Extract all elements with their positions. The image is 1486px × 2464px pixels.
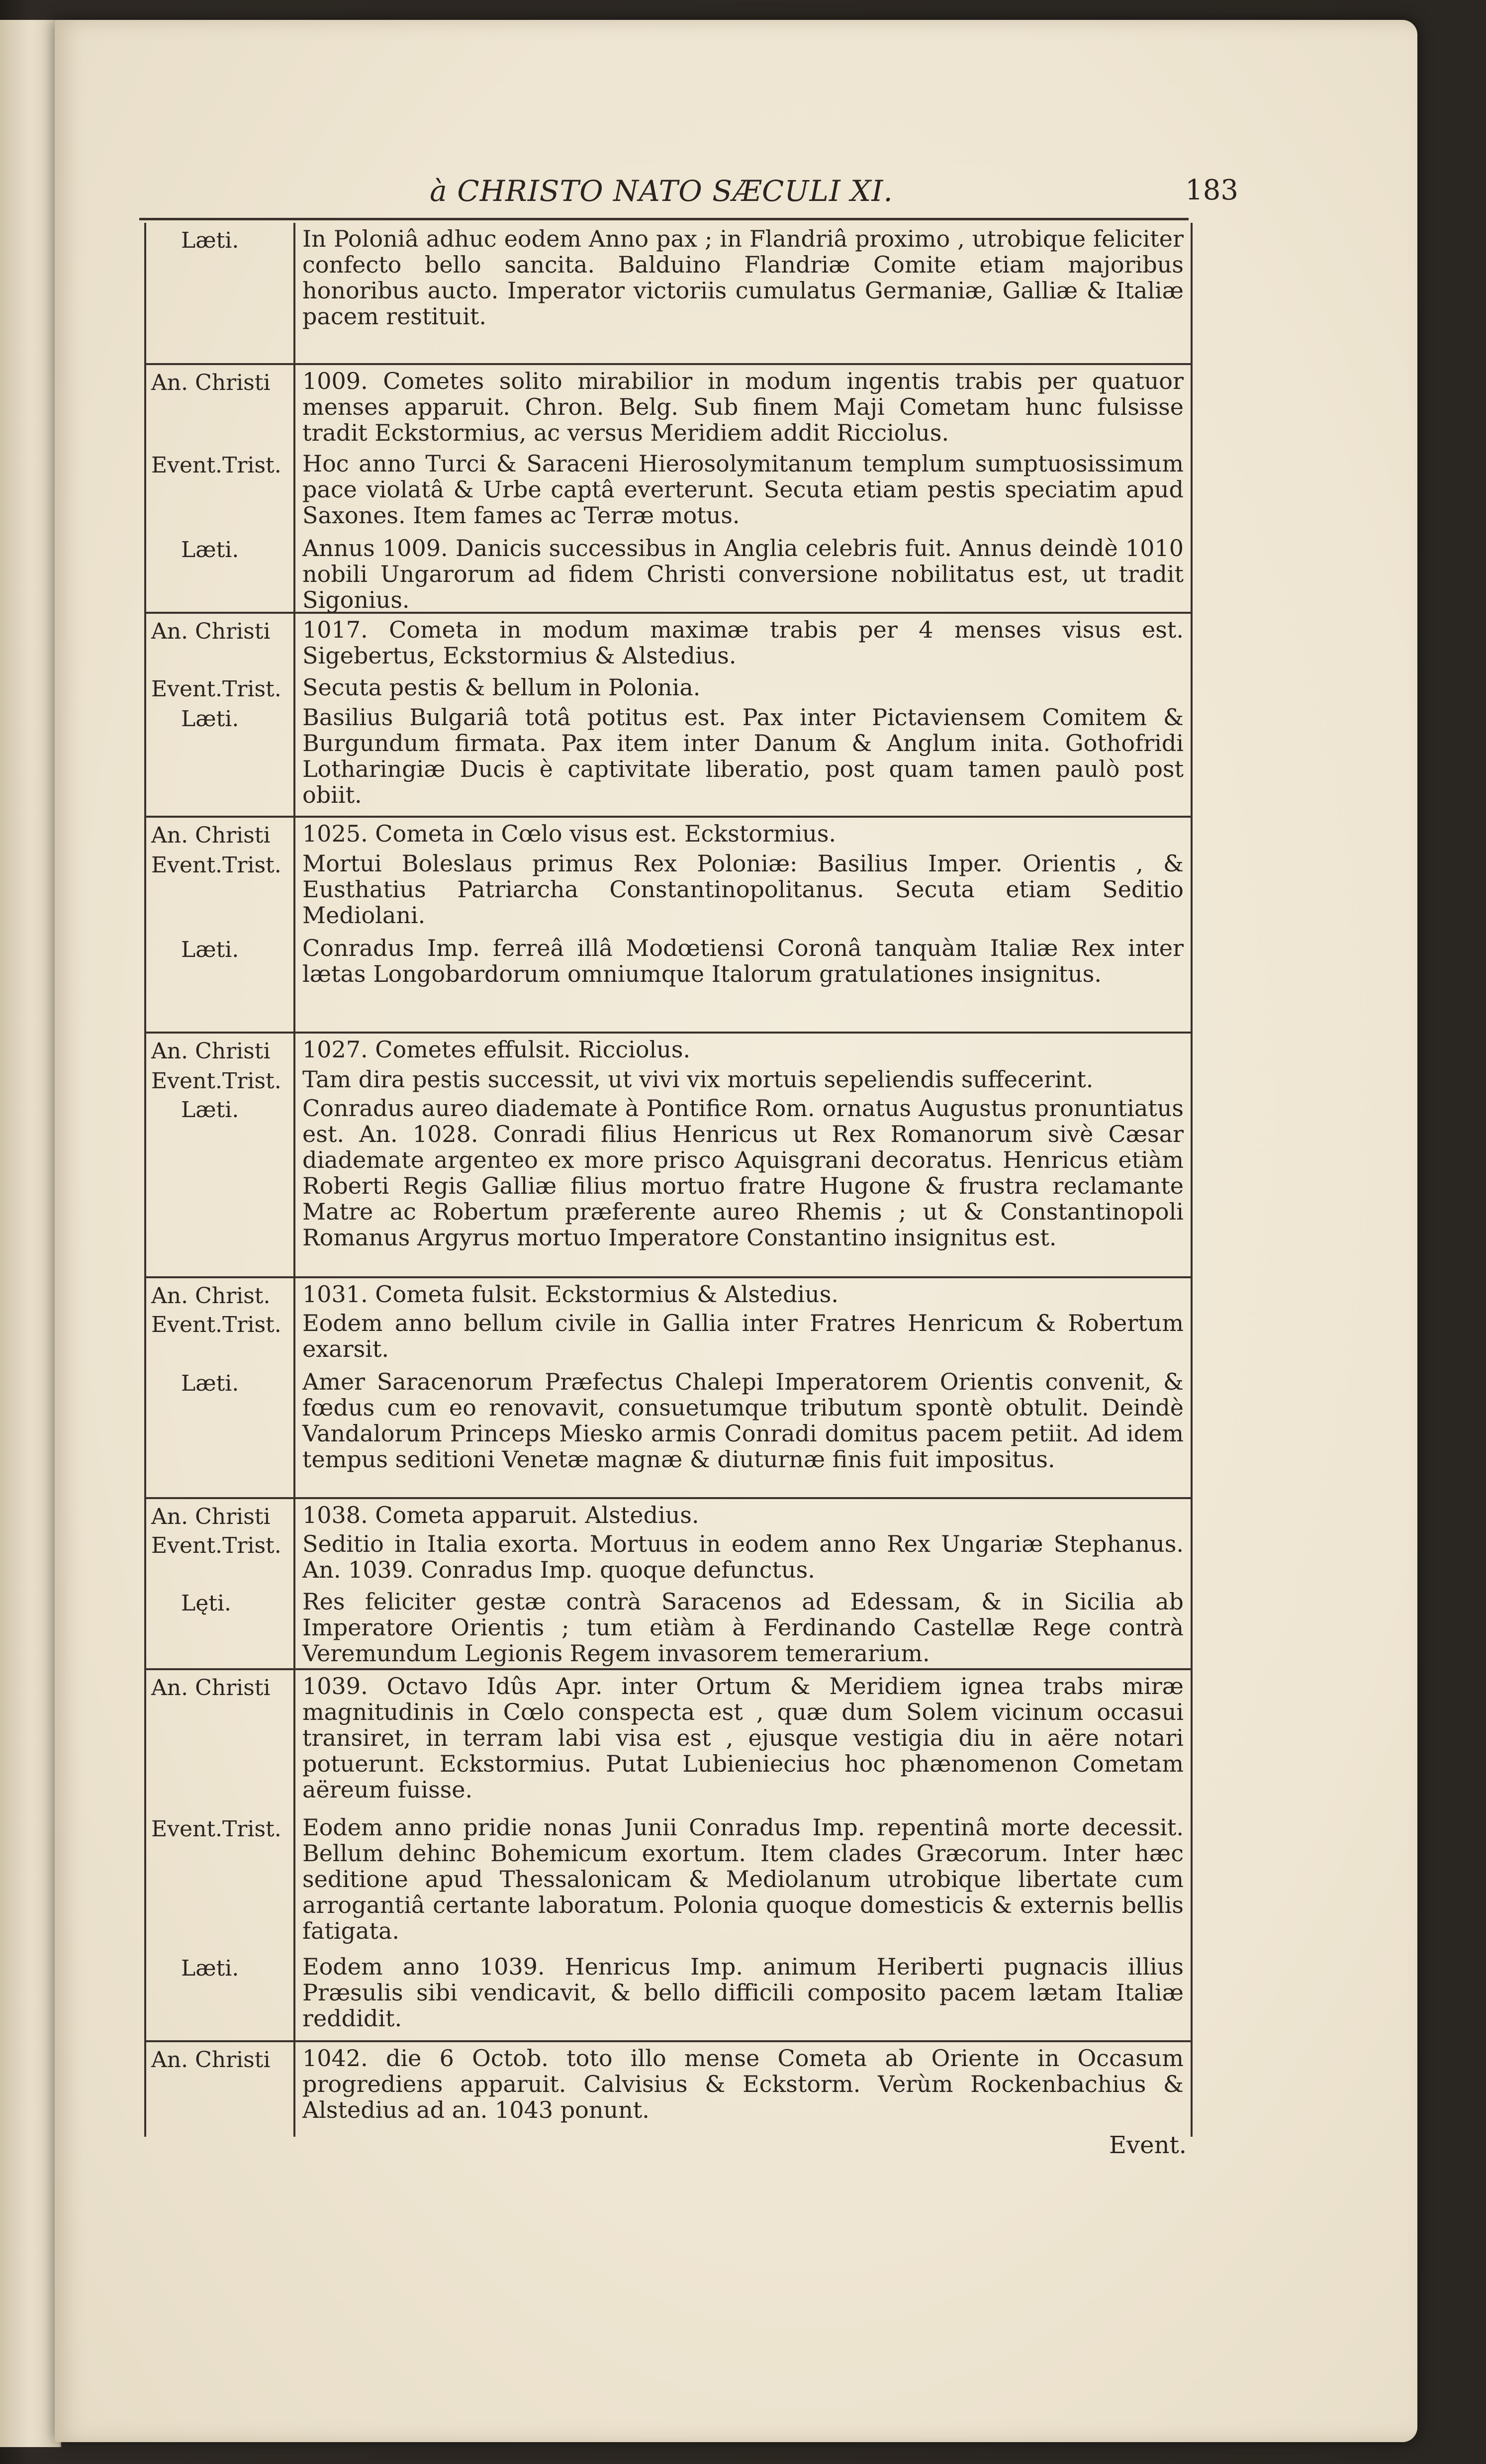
- entry-label: Læti.: [146, 1951, 295, 2040]
- entry-label: An. Christi: [146, 365, 295, 448]
- entry-block: [146, 223, 1191, 365]
- entry-text: 1038. Cometa apparuit. Alstedius.: [302, 1502, 699, 1528]
- entry-text: 1009. Cometes solito mirabilior in modum ingentis trabis per quatuor menses apparuit. Chron. Belg. Sub finem Maji Cometam hunc fulsisse tradit Eckstormius, ac versus Meridiem addit Ricciolus.: [302, 368, 1184, 446]
- entry-label: Læti.: [146, 932, 295, 1032]
- entry-block: [146, 818, 1191, 1034]
- entry-label: An. Christi: [146, 1670, 295, 1811]
- entry-block: [146, 2042, 1191, 2137]
- entry-label: An. Christi: [146, 614, 295, 671]
- entry-label: An. Christi: [146, 2042, 295, 2137]
- entry-block: [146, 1670, 1191, 2042]
- entry-text: Amer Saracenorum Præfectus Chalepi Imperatorem Orientis convenit, & fœdus cum eo renovavit, consuetumque tributum spontè obtulit. Deindè Vandalorum Princeps Miesko armis Conradi domitus pacem petiit. Ad idem tempus seditioni Venetæ magnæ & diuturnæ finis fuit impositus.: [302, 1368, 1184, 1473]
- entry-label: Læti.: [146, 1092, 295, 1276]
- entry-text: 1027. Cometes effulsit. Ricciolus.: [302, 1036, 691, 1063]
- entry-label: Lęti.: [146, 1586, 295, 1668]
- entry-text: Annus 1009. Danicis successibus in Anglia celebris fuit. Annus deindè 1010 nobili Ungarorum ad fidem Christi conversione nobilitatus est, ut tradit Sigonius.: [302, 535, 1184, 613]
- entry-label: Læti.: [146, 701, 295, 816]
- entry-text: Mortui Boleslaus primus Rex Poloniæ: Basilius Imper. Orientis , & Eusthatius Patriarcha Constantinopolitanus. Secuta etiam Seditio Mediolani.: [302, 850, 1184, 929]
- entry-text: Secuta pestis & bellum in Polonia.: [302, 674, 701, 701]
- entry-label: An. Christ.: [146, 1278, 295, 1307]
- chronicle-table: [144, 223, 1193, 2137]
- entry-label: An. Christi: [146, 1499, 295, 1528]
- entry-text: Seditio in Italia exorta. Mortuus in eodem anno Rex Ungariæ Stephanus. An. 1039. Conradus Imp. quoque defunctus.: [302, 1530, 1184, 1583]
- entry-text: Eodem anno pridie nonas Junii Conradus Imp. repentinâ morte decessit. Bellum dehinc Bohemicum exortum. Item clades Græcorum. Inter hæc seditione apud Thessalonicam & Mediolanum utrobique libertate cum arrogantiâ certante laboratum. Polonia quoque domesticis & externis bellis fatigata.: [302, 1814, 1184, 1944]
- entry-label: Læti.: [146, 1366, 295, 1497]
- entry-label: Event.Trist.: [146, 1307, 295, 1366]
- facing-page-edge: [0, 20, 61, 2447]
- entry-label: An. Christi: [146, 1034, 295, 1063]
- entry-text: Tam dira pestis successit, ut vivi vix mortuis sepeliendis suffecerint.: [302, 1066, 1094, 1093]
- entry-label: Læti.: [146, 223, 295, 363]
- entry-text: Eodem anno 1039. Henricus Imp. animum Heriberti pugnacis illius Præsulis sibi vendicavit, & bello difficili composito pacem lætam Italiæ reddidit.: [302, 1953, 1184, 2032]
- entry-text: Res feliciter gestæ contrà Saracenos ad Edessam, & in Sicilia ab Imperatore Orientis ; tum etiàm à Ferdinando Castellæ Rege contrà Veremundum Legionis Regem invasorem temerarium.: [302, 1588, 1184, 1667]
- entry-block: [146, 614, 1191, 818]
- entry-label: Event.Trist.: [146, 848, 295, 932]
- running-title: à CHRISTO NATO SÆCULI XI.: [430, 174, 893, 208]
- entry-label: Læti.: [146, 532, 295, 612]
- entry-label: Event.Trist.: [146, 1063, 295, 1092]
- running-head: [129, 164, 1238, 214]
- entry-text: Hoc anno Turci & Saraceni Hierosolymitanum templum sumptuosissimum pace violatâ & Urbe captâ everterunt. Secuta etiam pestis speciatim apud Saxones. Item fames ac Terræ motus.: [302, 450, 1184, 529]
- entry-block: [146, 1499, 1191, 1670]
- entry-label: Event.Trist.: [146, 1528, 295, 1586]
- entry-text: 1039. Octavo Idûs Apr. inter Ortum & Meridiem ignea trabs miræ magnitudinis in Cœlo conspecta est , quæ dum Solem vicinum occasui transiret, in terram labi visa est , ejusque vestigia diu in aëre notari potuerunt. Eckstormius. Putat Lubieniecius hoc phænomenon Cometam aëreum fuisse.: [302, 1673, 1184, 1803]
- entry-block: [146, 365, 1191, 614]
- catchword: Event.: [1109, 2131, 1187, 2159]
- entry-block: [146, 1278, 1191, 1499]
- entry-text: In Poloniâ adhuc eodem Anno pax ; in Flandriâ proximo , utrobique feliciter confecto bello sancita. Balduino Flandriæ Comite etiam majoribus honoribus aucto. Imperator victoriis cumulatus Germaniæ, Galliæ & Italiæ pacem restituit.: [302, 225, 1184, 330]
- entry-text: 1025. Cometa in Cœlo visus est. Eckstormius.: [302, 820, 836, 847]
- entry-text: 1031. Cometa fulsit. Eckstormius & Alstedius.: [302, 1281, 838, 1308]
- entry-block: [146, 1034, 1191, 1278]
- entry-label: Event.Trist.: [146, 671, 295, 701]
- entry-label: An. Christi: [146, 818, 295, 848]
- entry-text: 1017. Cometa in modum maximæ trabis per 4 menses visus est. Sigebertus, Eckstormius & Alstedius.: [302, 616, 1184, 669]
- page-number: 183: [1185, 174, 1238, 206]
- entry-text: Basilius Bulgariâ totâ potitus est. Pax inter Pictaviensem Comitem & Burgundum firmata. Pax item inter Danum & Anglum inita. Gothofridi Lotharingiæ Ducis è captivitate liberatio, post quam tamen paulò post obiit.: [302, 704, 1184, 808]
- header-rule: [139, 218, 1189, 220]
- entry-label: Event.Trist.: [146, 1811, 295, 1951]
- entry-label: Event.Trist.: [146, 448, 295, 532]
- entry-text: Conradus Imp. ferreâ illâ Modœtiensi Coronâ tanquàm Italiæ Rex inter lætas Longobardorum omniumque Italorum gratulationes insignitus.: [302, 935, 1184, 987]
- entry-text: Conradus aureo diademate à Pontifice Rom. ornatus Augustus pronuntiatus est. An. 1028. Conradi filius Henricus ut Rex Romanorum sivè Cæsar diademate argenteo ex more prisco Aquisgrani decoratus. Henricus etiàm Roberti Regis Galliæ filius mortuo fratre Hugone & frustra reclamante Matre ac Robertum præferente aureo Rhemis ; ut & Constantinopoli Romanus Argyrus mortuo Imperatore Constantino insignitus est.: [302, 1095, 1184, 1251]
- entry-text: Eodem anno bellum civile in Gallia inter Fratres Henricum & Robertum exarsit.: [302, 1310, 1184, 1362]
- entry-text: 1042. die 6 Octob. toto illo mense Cometa ab Oriente in Occasum progrediens apparuit. Calvisius & Eckstorm. Verùm Rockenbachius & Alstedius ad an. 1043 ponunt.: [302, 2045, 1184, 2123]
